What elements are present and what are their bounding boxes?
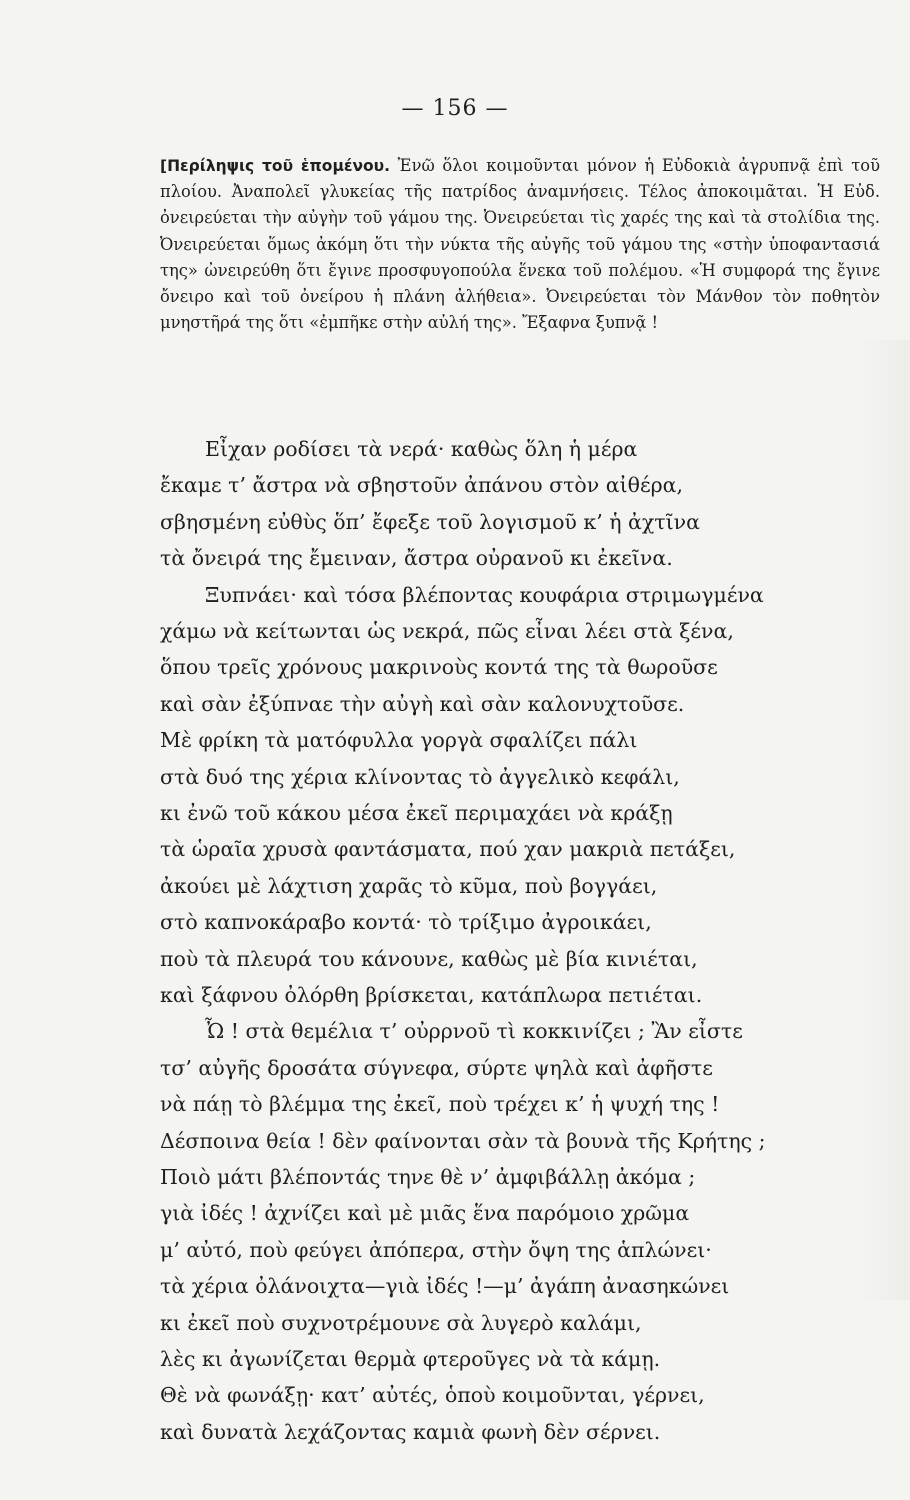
- poem-line: λὲς κι ἀγωνίζεται θερμὰ φτεροῦγες νὰ τὰ κάμῃ.: [160, 1347, 661, 1371]
- poem-line: ἀκούει μὲ λάχτιση χαρᾶς τὸ κῦμα, ποὺ βογγάει,: [160, 873, 658, 898]
- poem-line: Ποιὸ μάτι βλέποντάς τηνε θὲ ν’ ἀμφιβάλλῃ ἀκόμα ;: [160, 1165, 696, 1189]
- poem-line: Μὲ φρίκη τὰ ματόφυλλα γοργὰ σφαλίζει πάλι: [160, 728, 638, 753]
- poem-line: ὅπου τρεῖς χρόνους μακρινοὺς κοντά της τὰ θωροῦσε: [160, 655, 718, 680]
- poem-line: ποὺ τὰ πλευρά του κάνουνε, καθὼς μὲ βία κινιέται,: [160, 946, 698, 971]
- chapter-summary: [160, 153, 880, 336]
- poem-line: κι ἐκεῖ ποὺ συχνοτρέμουνε σὰ λυγερὸ καλάμι,: [160, 1310, 642, 1335]
- poem-line: τὰ ὄνειρά της ἔμειναν, ἄστρα οὐρανοῦ κι ἐκεῖνα.: [160, 546, 673, 571]
- poem-line: καὶ σὰν ἐξύπναε τὴν αὐγὴ καὶ σὰν καλονυχτοῦσε.: [160, 691, 685, 716]
- poem-line: Θὲ νὰ φωνάξῃ· κατ’ αὐτές, ὁποὺ κοιμοῦνται, γέρνει,: [160, 1383, 705, 1408]
- page-edge-shadow: [860, 340, 910, 1300]
- poem-line: στὰ δυό της χέρια κλίνοντας τὸ ἀγγελικὸ κεφάλι,: [160, 764, 680, 789]
- poem-line: νὰ πάῃ τὸ βλέμμα της ἐκεῖ, ποὺ τρέχει κ’ ἡ ψυχή της !: [160, 1092, 720, 1117]
- poem-line: καὶ ξάφνου ὀλόρθη βρίσκεται, κατάπλωρα πετιέται.: [160, 983, 703, 1007]
- summary-text: Ἐνῶ ὅλοι κοιμοῦνται μόνον ἡ Εὐδοκιὰ ἀγρυπνᾷ ἐπὶ τοῦ πλοίου. Ἀναπολεῖ γλυκείας τῆς πατρίδος ἀναμνήσεις. Τέλος ἀποκοιμᾶται. Ἡ Εὐδ. ὀνειρεύεται τὴν αὐγὴν τοῦ γάμου της. Ὀνειρεύεται τὶς χαρές της καὶ τὰ στολίδια της. Ὀνειρεύεται ὅμως ἀκόμη ὅτι τὴν νύκτα τῆς αὐγῆς τοῦ γάμου της «στὴν ὑποφαντασιά της» ὠνειρεύθη ὅτι ἔγινε προσφυγοπούλα ἕνεκα τοῦ πολέμου. «Ἡ συμφορά της ἔγινε ὄνειρο καὶ τοῦ ὀνείρου ἡ πλάνη ἀλήθεια». Ὀνειρεύεται τὸν Μάνθον τὸν ποθητὸν μνηστῆρά της ὅτι «ἐμπῆκε στὴν αὐλή της». Ἔξαφνα ξυπνᾷ !: [160, 156, 880, 333]
- poem-line: στὸ καπνοκάραβο κοντά· τὸ τρίξιμο ἀγροικάει,: [160, 910, 652, 935]
- poem-line: σβησμένη εὐθὺς ὅπ’ ἔφεξε τοῦ λογισμοῦ κ’ ἡ ἀχτῖνα: [160, 509, 700, 534]
- poem-line: τὰ χέρια ὀλάνοιχτα—γιὰ ἰδές !—μ’ ἀγάπη ἀνασηκώνει: [160, 1274, 730, 1299]
- poem-line: τσ’ αὐγῆς δροσάτα σύγνεφα, σύρτε ψηλὰ καὶ ἀφῆστε: [160, 1055, 713, 1080]
- poem-line: καὶ δυνατὰ λεχάζοντας καμιὰ φωνὴ δὲν σέρνει.: [160, 1419, 661, 1444]
- poem-line: γιὰ ἰδές ! ἀχνίζει καὶ μὲ μιᾶς ἕνα παρόμοιο χρῶμα: [160, 1201, 690, 1226]
- poem-line: τὰ ὡραῖα χρυσὰ φαντάσματα, πού χαν μακριὰ πετάξει,: [160, 837, 736, 862]
- poem-line: Εἶχαν ροδίσει τὰ νερά· καθὼς ὅλη ἡ μέρα: [205, 437, 638, 461]
- poem-line: κι ἐνῶ τοῦ κάκου μέσα ἐκεῖ περιμαχάει νὰ κράξῃ: [160, 801, 673, 825]
- poem-line: Ξυπνάει· καὶ τόσα βλέποντας κουφάρια στριμωγμένα: [205, 582, 764, 607]
- summary-heading: [Περίληψις τοῦ ἑπομένου.: [160, 157, 391, 175]
- poem-line: Ὦ ! στὰ θεμέλια τ’ οὐρρνοῦ τὶ κοκκινίζει ; Ἂν εἶστε: [205, 1019, 743, 1044]
- poem-line: Δέσποινα θεία ! δὲν φαίνονται σὰν τὰ βουνὰ τῆς Κρήτης ;: [160, 1128, 766, 1153]
- poem-line: ἔκαμε τ’ ἄστρα νὰ σβηστοῦν ἀπάνου στὸν αἰθέρα,: [160, 473, 684, 498]
- page-number: — 156 —: [401, 96, 509, 121]
- poem-line: μ’ αὐτό, ποὺ φεύγει ἀπόπερα, στὴν ὄψη της ἁπλώνει·: [160, 1237, 712, 1262]
- poem-line: χάμω νὰ κείτωνται ὡς νεκρά, πῶς εἶναι λέει στὰ ξένα,: [160, 619, 734, 643]
